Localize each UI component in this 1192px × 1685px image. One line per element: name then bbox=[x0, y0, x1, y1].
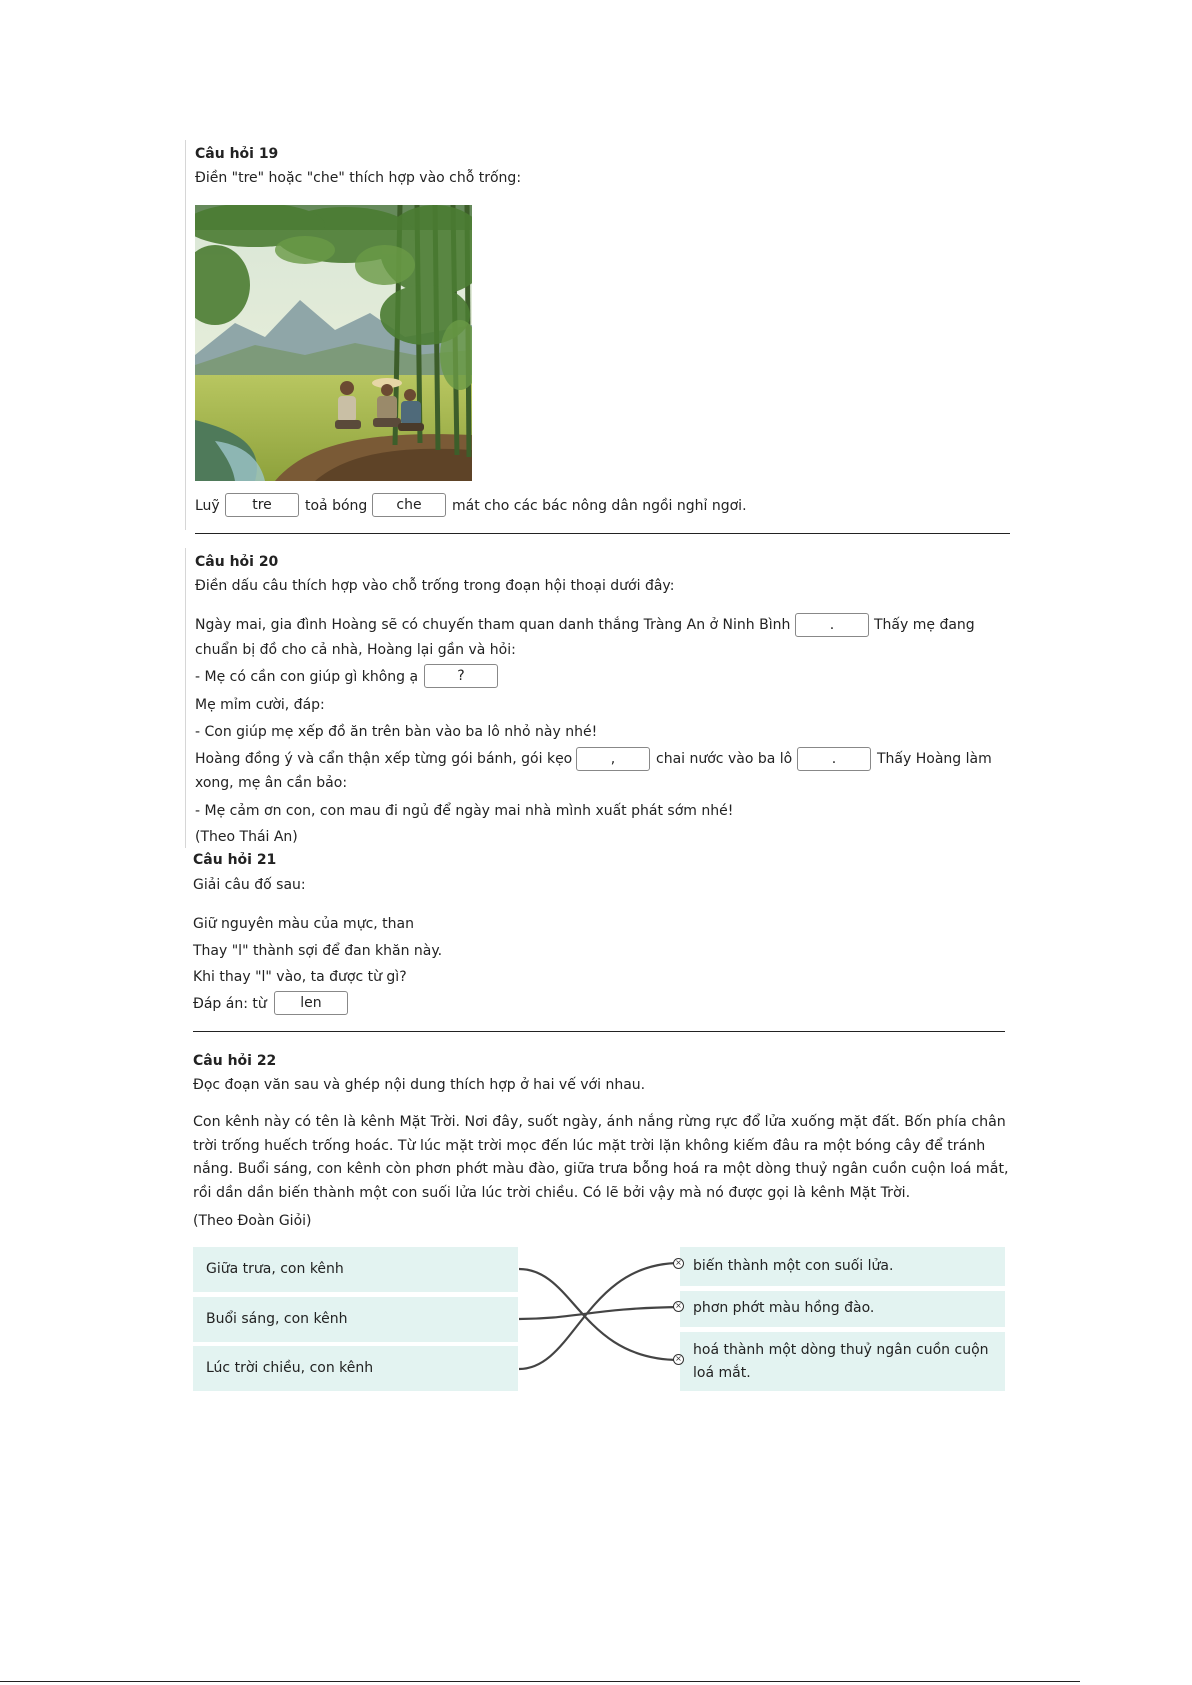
q19-left-border bbox=[185, 140, 186, 530]
q22-passage-line-1: Con kênh này có tên là kênh Mặt Trời. Nơi đây, suốt ngày, ánh nắng rừng rực đổ lửa xuống mặt đất. Bốn phía chân bbox=[193, 1114, 1006, 1130]
q22-right-item-3[interactable] bbox=[680, 1332, 1005, 1391]
q22-title: Câu hỏi 22 bbox=[193, 1053, 277, 1069]
q19-text-part2: toả bóng bbox=[305, 498, 368, 514]
q20-line4: Mẹ mỉm cười, đáp: bbox=[195, 697, 325, 713]
q20-left-border bbox=[185, 548, 186, 848]
page-bottom-edge bbox=[0, 1681, 1080, 1682]
q19-title: Câu hỏi 19 bbox=[195, 146, 279, 162]
q22-right-item-2[interactable] bbox=[680, 1291, 1005, 1327]
q20-line6-a: Hoàng đồng ý và cẩn thận xếp từng gói bánh, gói kẹo bbox=[195, 751, 573, 767]
q19-text-part3: mát cho các bác nông dân ngồi nghỉ ngơi. bbox=[452, 498, 747, 514]
q22-right-item-1-label: biến thành một con suối lửa. bbox=[693, 1258, 894, 1274]
q20-line8: - Mẹ cảm ơn con, con mau đi ngủ để ngày mai nhà mình xuất phát sớm nhé! bbox=[195, 803, 734, 819]
q22-left-item-3-label: Lúc trời chiều, con kênh bbox=[206, 1360, 374, 1376]
q20-line2: chuẩn bị đồ cho cả nhà, Hoàng lại gần và hỏi: bbox=[195, 642, 516, 658]
q20-line3-a: - Mẹ có cần con giúp gì không ạ bbox=[195, 669, 419, 685]
q21-title: Câu hỏi 21 bbox=[193, 852, 277, 868]
q22-left-item-2-label: Buổi sáng, con kênh bbox=[206, 1311, 348, 1327]
q19-text-part1: Luỹ bbox=[195, 498, 220, 514]
q22-right-item-1[interactable] bbox=[680, 1247, 1005, 1286]
q22-remove-icon-1[interactable]: × bbox=[673, 1258, 684, 1269]
q22-remove-icon-2[interactable]: × bbox=[673, 1301, 684, 1312]
connector-line-2 bbox=[519, 1307, 680, 1319]
q20-blank-2[interactable]: ? bbox=[424, 664, 498, 688]
q20-blank-4[interactable]: . bbox=[797, 747, 871, 771]
q21-riddle-line-2: Thay "l" thành sợi để đan khăn này. bbox=[193, 943, 443, 959]
q22-left-item-3[interactable] bbox=[193, 1346, 518, 1391]
q22-passage-line-4: rồi dần dần biến thành một con suối lửa lúc trời chiều. Có lẽ bởi vậy mà nó được gọi là kênh Mặt Trời. bbox=[193, 1185, 911, 1201]
q22-connector-lines bbox=[515, 1245, 685, 1380]
q22-right-item-3-label-line-2: loá mắt. bbox=[693, 1365, 751, 1381]
q20-prompt: Điền dấu câu thích hợp vào chỗ trống trong đoạn hội thoại dưới đây: bbox=[195, 578, 675, 594]
q22-prompt: Đọc đoạn văn sau và ghép nội dung thích hợp ở hai vế với nhau. bbox=[193, 1077, 646, 1093]
q20-line5: - Con giúp mẹ xếp đồ ăn trên bàn vào ba lô nhỏ này nhé! bbox=[195, 724, 598, 740]
bamboo-farmers-illustration bbox=[195, 205, 472, 481]
q22-left-item-1[interactable] bbox=[193, 1247, 518, 1292]
q20-blank-3[interactable]: , bbox=[576, 747, 650, 771]
divider-2 bbox=[193, 1031, 1005, 1032]
q20-source: (Theo Thái An) bbox=[195, 829, 298, 845]
connector-line-1 bbox=[519, 1269, 680, 1360]
q22-passage-line-2: trời trống huếch trống hoác. Từ lúc mặt trời mọc đến lúc mặt trời lặn không kiếm đâu ra một bóng cây để tránh bbox=[193, 1138, 986, 1154]
q20-title: Câu hỏi 20 bbox=[195, 554, 279, 570]
divider-1 bbox=[195, 533, 1010, 534]
connector-line-3 bbox=[519, 1263, 680, 1369]
q21-answer-label: Đáp án: từ bbox=[193, 996, 267, 1012]
q22-left-item-2[interactable] bbox=[193, 1297, 518, 1342]
q22-right-item-2-label: phơn phớt màu hồng đào. bbox=[693, 1300, 875, 1316]
q20-line6-b: chai nước vào ba lô bbox=[656, 751, 793, 767]
q22-right-item-3-label-line-1: hoá thành một dòng thuỷ ngân cuồn cuộn bbox=[693, 1342, 989, 1358]
q21-answer-box[interactable]: len bbox=[274, 991, 348, 1015]
q20-line1-a: Ngày mai, gia đình Hoàng sẽ có chuyến tham quan danh thắng Tràng An ở Ninh Bình bbox=[195, 617, 791, 633]
q22-left-item-1-label: Giữa trưa, con kênh bbox=[206, 1261, 344, 1277]
q19-answer-box-1[interactable]: tre bbox=[225, 493, 299, 517]
q19-answer-box-2[interactable]: che bbox=[372, 493, 446, 517]
q20-line6-c: Thấy Hoàng làm bbox=[877, 751, 992, 767]
q22-passage-line-3: nắng. Buổi sáng, con kênh còn phơn phớt màu đào, giữa trưa bỗng hoá ra một dòng thuỷ ngân cuồn cuộn loá mắt, bbox=[193, 1161, 1009, 1177]
q22-remove-icon-3[interactable]: × bbox=[673, 1354, 684, 1365]
q20-blank-1[interactable]: . bbox=[795, 613, 869, 637]
q19-prompt: Điền "tre" hoặc "che" thích hợp vào chỗ trống: bbox=[195, 170, 522, 186]
q21-riddle-line-1: Giữ nguyên màu của mực, than bbox=[193, 916, 414, 932]
q21-prompt: Giải câu đố sau: bbox=[193, 877, 306, 893]
q20-line7: xong, mẹ ân cần bảo: bbox=[195, 775, 348, 791]
q20-line1-b: Thấy mẹ đang bbox=[874, 617, 975, 633]
q21-riddle-line-3: Khi thay "l" vào, ta được từ gì? bbox=[193, 969, 407, 985]
q22-source: (Theo Đoàn Giỏi) bbox=[193, 1213, 312, 1229]
